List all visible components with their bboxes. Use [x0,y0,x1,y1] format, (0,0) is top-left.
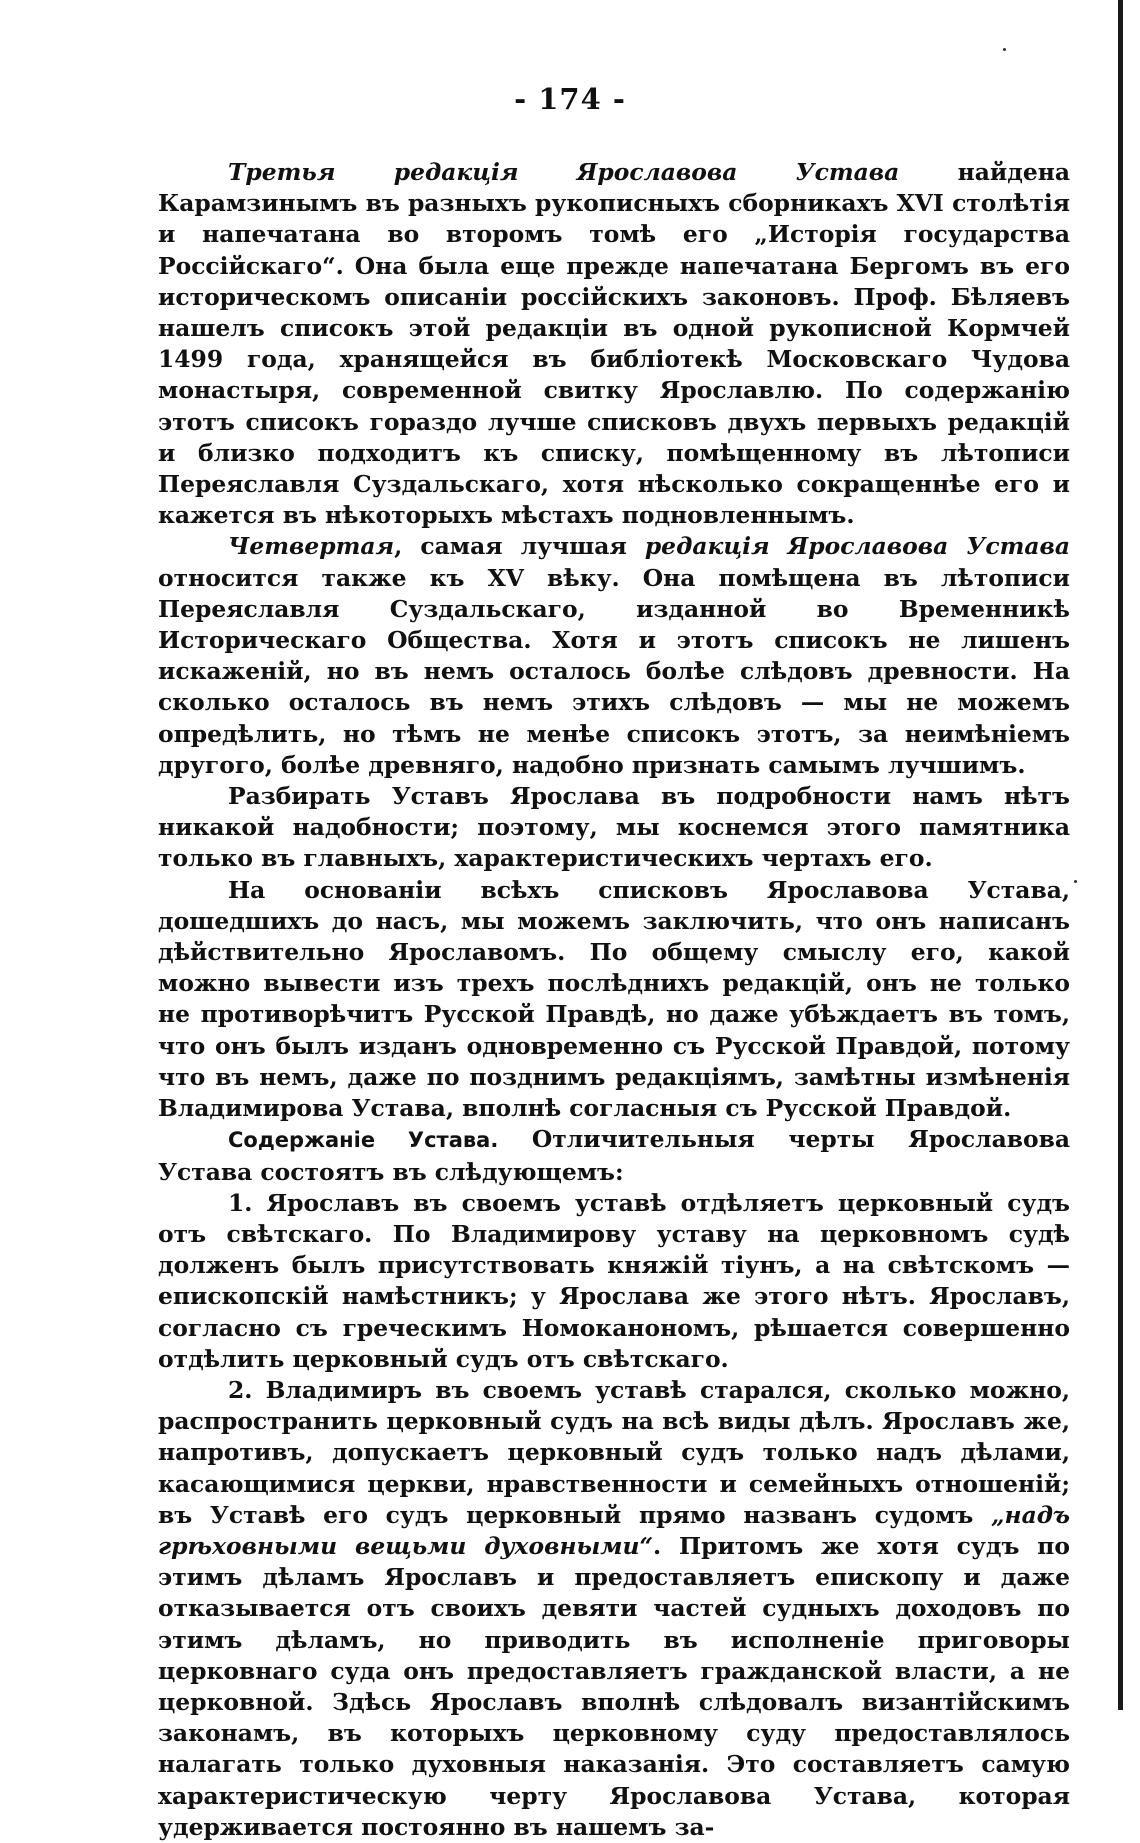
paragraph-segment: , самая лучшая [394,532,645,561]
paragraph-third-redaction [158,157,1070,531]
paragraph-authorship [158,875,1070,1125]
paragraph-segment: „надъ грѣховными вещьми духовными“ [158,1500,1070,1560]
section-heading: Содержаніе Устава. [228,1128,499,1153]
print-speck [1003,48,1006,51]
text-body [158,157,1070,1843]
print-speck [1074,880,1077,883]
paragraph-analysis [158,781,1070,875]
paragraph-fourth-redaction [158,531,1070,781]
paragraph-point-2 [158,1375,1070,1843]
paragraph-segment: 1. Ярославъ въ своемъ уставѣ отдѣляетъ церковный судъ отъ свѣтскаго. По Владимирову уставу на церковномъ судѣ долженъ былъ присутствовать княжій тіунъ, а на свѣтскомъ — епископскій намѣстникъ; у Ярослава же этого нѣтъ. Ярославъ, согласно съ греческимъ Номоканономъ, рѣшается совершенно отдѣлить церковный судъ отъ свѣтскаго. [158,1188,1070,1373]
paragraph-segment: Третья редакція Ярославова Устава [228,158,900,186]
paragraph-segment: найдена Карамзинымъ въ разныхъ рукописныхъ сборникахъ XVI столѣтія и напечатана во второмъ томѣ его „Исторія государства Россійскаго“. Она была еще прежде напечатана Бергомъ въ его историческомъ описаніи россійскихъ законовъ. Проф. Бѣляевъ нашелъ списокъ этой редакціи въ одной рукописной Кормчей 1499 года, хранящейся въ библіотекѣ Московскаго Чудова монастыря, современной свитку Ярославлю. По содержанію этотъ списокъ гораздо лучше списковъ двухъ первыхъ редакцій и близко подходитъ къ списку, помѣщенному въ лѣтописи Переяславля Суздальскаго, хотя нѣсколько сокращеннѣе его и кажется въ нѣкоторыхъ мѣстахъ подновленнымъ. [158,158,1070,530]
page-edge-line [1118,0,1123,1710]
paragraph-segment: Четвертая [228,532,395,561]
paragraph-segment: . Притомъ же хотя судъ по этимъ дѣламъ Ярославъ и предоставляетъ епископу и даже отказывается отъ своихъ девяти частей судныхъ доходовъ по этимъ дѣламъ, но приводить въ исполненіе приговоры церковнаго суда онъ предоставляетъ гражданской власти, а не церковной. Здѣсь Ярославъ вполнѣ слѣдовалъ византійскимъ законамъ, въ которыхъ церковному суду предоставлялось налагать только духовныя наказанія. Это составляетъ самую характеристическую черту Ярославова Устава, которая удерживается постоянно въ нашемъ за- [158,1531,1070,1841]
paragraph-point-1 [158,1188,1070,1375]
paragraph-contents [158,1124,1070,1187]
paragraph-segment: 2. Владимиръ въ своемъ уставѣ старался, сколько можно, распространить церковный судъ на всѣ виды дѣлъ. Ярославъ же, напротивъ, допускаетъ церковный судъ только надъ дѣлами, касающимися церкви, нравственности и семейныхъ отношеній; въ Уставѣ его судъ церковный прямо названъ судомъ [158,1375,1070,1529]
page-number: - 174 - [514,82,626,116]
paragraph-segment: Разбирать Уставъ Ярослава въ подробности намъ нѣтъ никакой надобности; поэтому, мы коснемся этого памятника только въ главныхъ, характеристическихъ чертахъ его. [158,782,1070,873]
paragraph-segment: редакція Ярославова Устава [644,532,1070,561]
paragraph-segment: На основаніи всѣхъ списковъ Ярославова Устава, дошедшихъ до насъ, мы можемъ заключить, что онъ написанъ дѣйствительно Ярославомъ. По общему смыслу его, какой можно вывести изъ трехъ послѣднихъ редакцій, онъ не только не противорѣчитъ Русской Правдѣ, но даже убѣждаетъ въ томъ, что онъ былъ изданъ одновременно съ Русской Правдой, потому что въ немъ, даже по позднимъ редакціямъ, замѣтны измѣненія Владимирова Устава, вполнѣ согласныя съ Русской Правдой. [158,875,1070,1123]
paragraph-segment: Отличительныя черты Ярославова Устава состоятъ въ слѣдующемъ: [158,1125,1070,1186]
paragraph-segment: относится также къ XV вѣку. Она помѣщена въ лѣтописи Переяславля Суздальскаго, изданной во Временникѣ Историческаго Общества. Хотя и этотъ списокъ не лишенъ искаженій, но въ немъ осталось болѣе слѣдовъ древности. На сколько осталось въ немъ этихъ слѣдовъ — мы не можемъ опредѣлить, но тѣмъ не менѣе списокъ этотъ, за неимѣніемъ другого, болѣе древняго, надобно признать самымъ лучшимъ. [158,563,1070,779]
